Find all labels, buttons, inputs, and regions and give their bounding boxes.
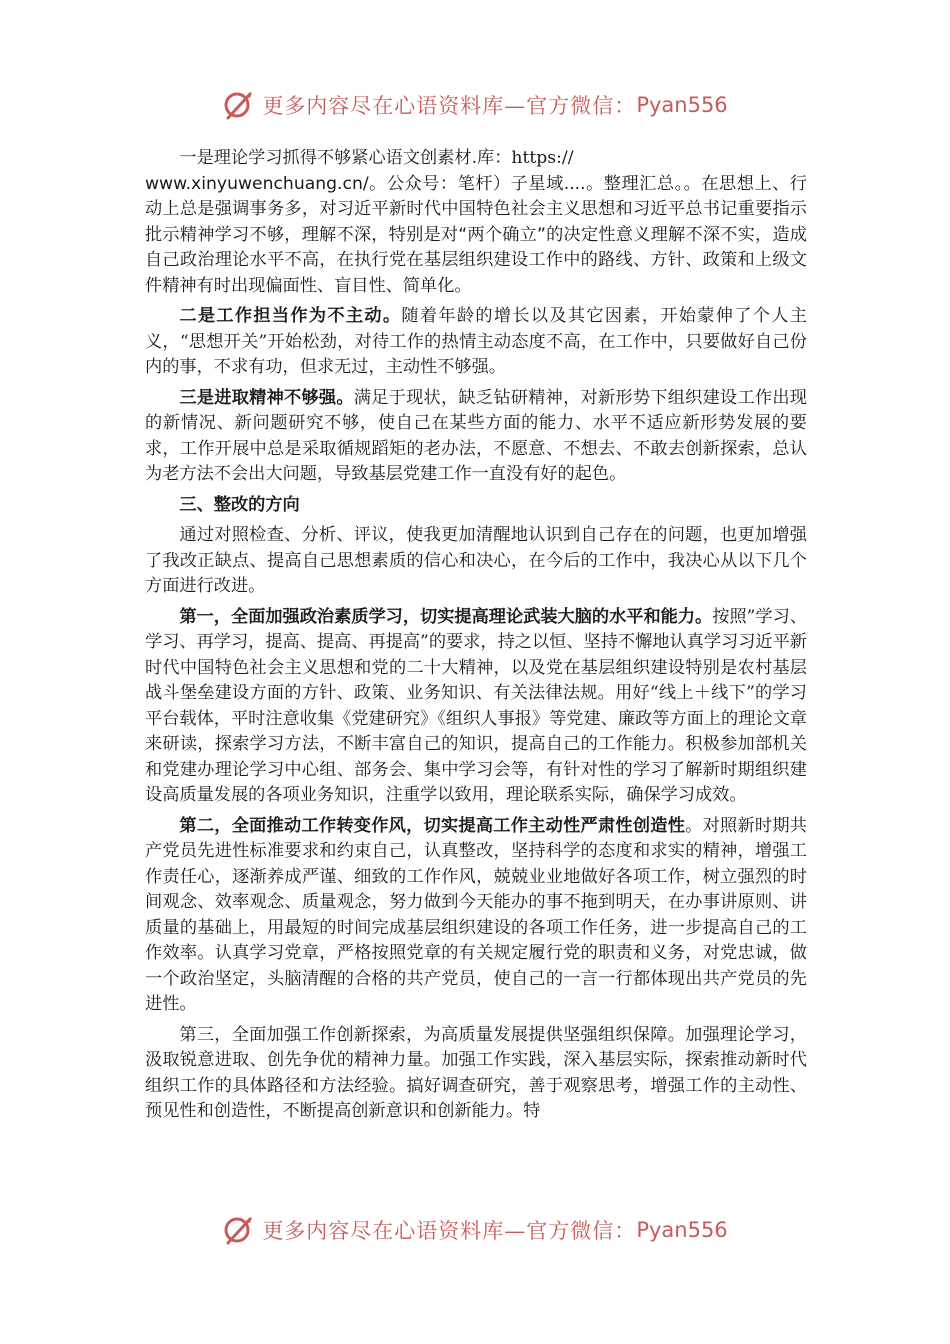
- paragraph-7: 第三，全面加强工作创新探索，为高质量发展提供坚强组织保障。加强理论学习，汲取锐意进取、创先争优的精神力量。加强工作实践，深入基层实际，探索推动新时代组织工作的具体路径和方法经验。搞好调查研究，善于观察思考，增强工作的主动性、预见性和创造性，不断提高创新意识和创新能力。特: [145, 1024, 807, 1121]
- paragraph-1-rest: www.xinyuwenchuang.cn/。公众号：笔杆）子星域....。整理汇总。。在思想上、行动上总是强调事务多，对习近平新时代中国特色社会主义思想和习近平总书记重要指示批示精神学习不够，理解不深，特别是对“两个确立”的决定性意义理解不深不实，造成自己政治理论水平不高，在执行党在基层组织建设工作中的路线、方针、政策和上级文件精神有时出现偏面性、盲目性、简单化。: [145, 173, 807, 296]
- paragraph-3-body: 满足于现状，缺乏钻研精神，对新形势下组织建设工作出现的新情况、新问题研究不够，使自己在某些方面的能力、水平不适应新形势发展的要求，工作开展中总是采取循规蹈矩的老办法，不愿意、不想去、不敢去创新探索，总认为老方法不会出大问题，导致基层党建工作一直没有好的起色。: [145, 387, 807, 484]
- paragraph-2-lead: 二是工作担当作为不主动。: [179, 306, 402, 326]
- paragraph-5-lead: 第一，全面加强政治素质学习，切实提高理论武装大脑的水平和能力。: [179, 606, 713, 627]
- section-heading: 三、整改的方向: [179, 494, 300, 515]
- paragraph-6: [145, 814, 807, 1018]
- paragraph-6-body: 。对照新时期共产党员先进性标准要求和约束自己，认真整改，坚持科学的态度和求实的精神，增强工作责任心，逐渐养成严谨、细致的工作作风，兢兢业业地做好各项工作，树立强烈的时间观念、效率观念、质量观念，努力做到今天能办的事不拖到明天，在办事讲原则、讲质量的基础上，用最短的时间完成基层组织建设的各项工作任务，进一步提高自己的工作效率。认真学习党章，严格按照党章的有关规定履行党的职责和义务，对党忠诚，做一个政治坚定，头脑清醒的合格的共产党员，使自己的一言一行都体现出共产党员的先进性。: [145, 815, 807, 1014]
- paragraph-2: [145, 304, 807, 381]
- banner-wechat-id: Pyan556: [636, 1218, 728, 1242]
- paragraph-1-line-1: 一是理论学习抓得不够紧心语文创素材.库：https://: [179, 148, 574, 168]
- banner-text: 更多内容尽在心语资料库—官方微信：: [262, 94, 637, 118]
- paragraph-1: [145, 146, 807, 299]
- header-banner: [0, 85, 950, 125]
- paragraph-5: [145, 605, 807, 809]
- paragraph-3: [145, 386, 807, 488]
- paragraph-4: 通过对照检查、分析、评议，使我更加清醒地认识到自己存在的问题，也更加增强了我改正缺点、提高自己思想素质的信心和决心，在今后的工作中，我决心从以下几个方面进行改进。: [145, 525, 807, 596]
- paragraph-2-body: 随着年龄的增长以及其它因素，开始蒙伸了个人主义，“思想开关”开始松劲，对待工作的热情主动态度不高，在工作中，只要做好自己份内的事，不求有功，但求无过，主动性不够强。: [145, 306, 807, 377]
- paragraph-6-lead: 第二，全面推动工作转变作风，切实提高工作主动性严肃性创造性: [179, 815, 686, 836]
- footer-banner: [0, 1210, 950, 1250]
- paragraph-5-body: 按照”学习、学习、再学习，提高、提高、再提高”的要求，持之以恒、坚持不懈地认真学习习近平新时代中国特色社会主义思想和党的二十大精神，以及党在基层组织建设特别是农村基层战斗堡垒建设方面的方针、政策、业务知识、有关法律法规。用好“线上＋线下”的学习平台载体，平时注意收集《党建研究》《组织人事报》等党建、廉政等方面上的理论文章来研读，探索学习方法，不断丰富自己的知识，提高自己的工作能力。积极参加部机关和党建办理论学习中心组、部务会、集中学习会等，有针对性的学习了解新时期组织建设高质量发展的各项业务知识，注重学以致用，理论联系实际，确保学习成效。: [145, 606, 807, 805]
- paragraph-3-lead: 三是进取精神不够强。: [179, 387, 354, 408]
- pen-logo-icon: [222, 88, 256, 122]
- banner-wechat-id: Pyan556: [636, 93, 728, 117]
- banner-text: 更多内容尽在心语资料库—官方微信：: [262, 1219, 637, 1243]
- pen-logo-icon: [222, 1213, 256, 1247]
- document-body: [145, 146, 807, 1130]
